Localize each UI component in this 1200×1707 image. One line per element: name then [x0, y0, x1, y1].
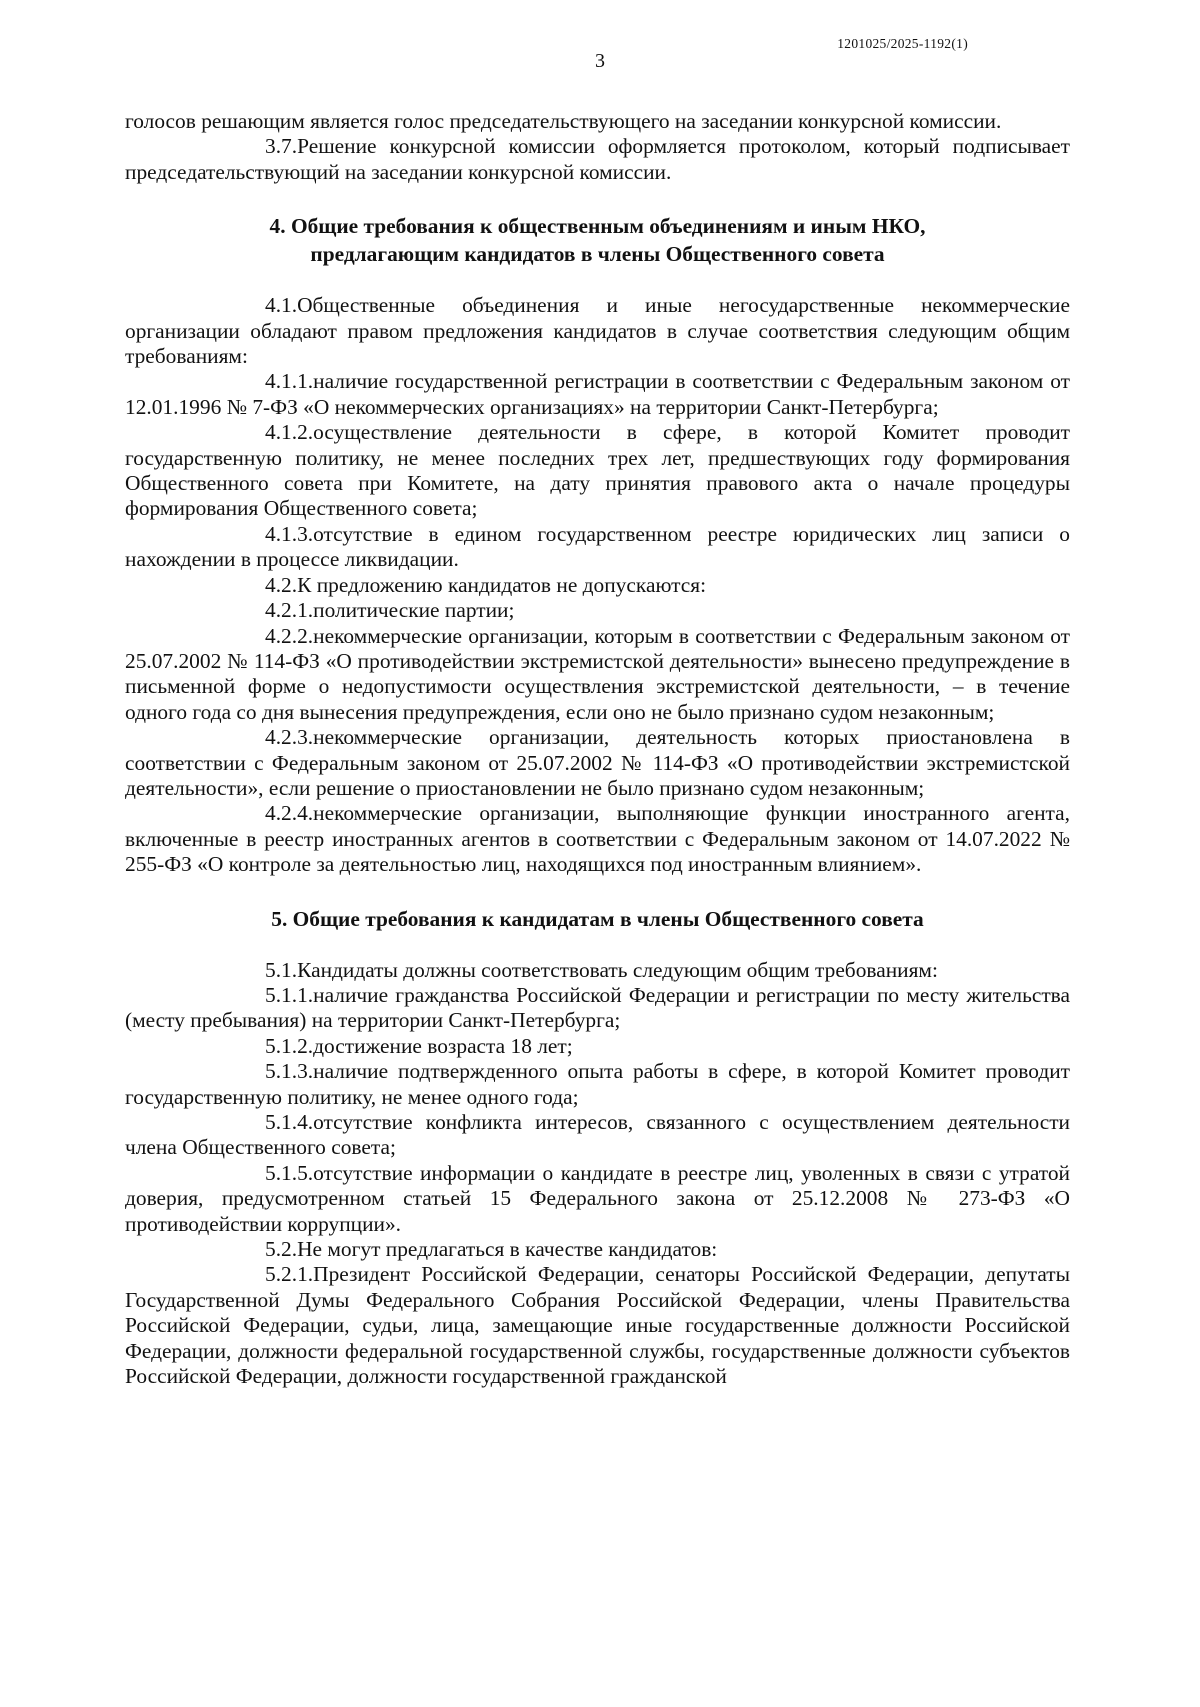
paragraph-5-1-1	[125, 983, 1070, 1034]
paragraph-3-7	[125, 134, 1070, 185]
paragraph-4-2-4	[125, 801, 1070, 877]
paragraph-5-1-5	[125, 1161, 1070, 1237]
paragraph-number: 4.2.3.	[265, 725, 314, 750]
paragraph-4-1	[125, 293, 1070, 369]
paragraph-text: Решение конкурсной комиссии оформляется протоколом, который подписывает председательствующий на заседании конкурсной комиссии.	[125, 134, 1070, 184]
paragraph-number: 4.1.2.	[265, 420, 314, 445]
paragraph-text: некоммерческие организации, выполняющие функции иностранного агента, включенные в реестр иностранных агентов в соответствии с Федеральным законом от 14.07.2022 № 255-ФЗ «О контроле за деятельностью лиц, находящихся под иностранным влиянием».	[125, 801, 1070, 877]
paragraph-3-6-continuation: голосов решающим является голос председательствующего на заседании конкурсной комиссии.	[125, 109, 1002, 133]
paragraph-number: 4.1.	[265, 293, 298, 318]
paragraph-5-1-4	[125, 1110, 1070, 1161]
section-4-title	[125, 212, 1070, 268]
paragraph-5-1-2	[125, 1034, 1070, 1059]
paragraph-number: 5.1.2.	[265, 1033, 314, 1058]
paragraph-4-2	[125, 573, 1070, 598]
paragraph-number: 4.2.4.	[265, 801, 314, 826]
paragraph-4-1-1	[125, 369, 1070, 420]
paragraph-4-1-2	[125, 420, 1070, 522]
paragraph-text: достижение возраста 18 лет;	[313, 1033, 573, 1058]
paragraph-number: 5.1.1.	[265, 982, 314, 1007]
paragraph-text: осуществление деятельности в сфере, в которой Комитет проводит государственную политику, не менее последних трех лет, предшествующих году формирования Общественного совета при Комитете, на дату принятия правового акта о начале процедуры формирования Общественного совета;	[125, 420, 1070, 521]
paragraph-4-1-3	[125, 522, 1070, 573]
paragraph-number: 5.1.	[265, 957, 298, 982]
paragraph-text: Кандидаты должны соответствовать следующим общим требованиям:	[297, 957, 938, 982]
paragraph-text: Общественные объединения и иные негосударственные некоммерческие организации обладают правом предложения кандидатов в случае соответствия следующим общим требованиям:	[125, 293, 1070, 369]
paragraph-number: 4.1.3.	[265, 521, 314, 546]
section-title-line: 4. Общие требования к общественным объединениям и иным НКО,	[269, 214, 926, 239]
paragraph-4-2-2	[125, 624, 1070, 726]
paragraph-text: отсутствие конфликта интересов, связанного с осуществлением деятельности члена Общественного совета;	[125, 1110, 1070, 1160]
paragraph-text: Президент Российской Федерации, сенаторы Российской Федерации, депутаты Государственной Думы Федерального Собрания Российской Федерации, члены Правительства Российской Федерации, судьи, лица, замещающие иные государственные должности Российской Федерации, должности федеральной государственной службы, государственные должности субъектов Российской Федерации, должности государственной гражданской	[125, 1262, 1070, 1389]
paragraph-text: отсутствие в едином государственном реестре юридических лиц записи о нахождении в процессе ликвидации.	[125, 521, 1070, 572]
paragraph-text: наличие подтвержденного опыта работы в сфере, в которой Комитет проводит государственную политику, не менее одного года;	[125, 1059, 1070, 1109]
paragraph-5-1-3	[125, 1059, 1070, 1110]
paragraph-text: некоммерческие организации, которым в соответствии с Федеральным законом от 25.07.2002 № 114-ФЗ «О противодействии экстремистской деятельности» вынесено предупреждение в письменной форме о недопустимости осуществления экстремистской деятельности, – в течение одного года со дня вынесения предупреждения, если оно не было признано судом незаконным;	[125, 623, 1070, 724]
paragraph-text: отсутствие информации о кандидате в реестре лиц, уволенных в связи с утратой доверия, предусмотренном статьей 15 Федерального закона от 25.12.2008 № 273-ФЗ «О противодействии коррупции».	[125, 1160, 1070, 1236]
section-title-line: предлагающим кандидатов в члены Общественного совета	[310, 242, 885, 267]
section-5-title: 5. Общие требования к кандидатам в члены Общественного совета	[271, 906, 924, 931]
paragraph-text: наличие гражданства Российской Федерации и регистрации по месту жительства (месту пребывания) на территории Санкт-Петербурга;	[125, 982, 1070, 1033]
paragraph-number: 3.7.	[265, 134, 298, 159]
document-body	[125, 109, 1070, 1389]
paragraph-number: 5.1.3.	[265, 1059, 314, 1084]
paragraph-number: 4.1.1.	[265, 369, 314, 394]
paragraph-number: 4.2.2.	[265, 623, 314, 648]
page-number: 3	[595, 50, 605, 72]
paragraph-number: 5.2.	[265, 1237, 298, 1262]
paragraph-5-2	[125, 1237, 1070, 1262]
paragraph-text: политические партии;	[313, 598, 515, 623]
paragraph-4-2-3	[125, 725, 1070, 801]
paragraph-text: К предложению кандидатов не допускаются:	[297, 572, 707, 597]
paragraph-4-2-1	[125, 598, 1070, 623]
paragraph-text: некоммерческие организации, деятельность которых приостановлена в соответствии с Федеральным законом от 25.07.2002 № 114-ФЗ «О противодействии экстремистской деятельности», если решение о приостановлении не было признано судом незаконным;	[125, 725, 1070, 800]
paragraph-number: 4.2.1.	[265, 598, 314, 623]
paragraph-number: 5.1.4.	[265, 1110, 314, 1134]
paragraph-5-2-1	[125, 1262, 1070, 1389]
paragraph-5-1	[125, 958, 1070, 983]
paragraph-number: 5.1.5.	[265, 1160, 314, 1185]
paragraph-number: 5.2.1.	[265, 1262, 314, 1287]
paragraph-text: наличие государственной регистрации в соответствии с Федеральным законом от 12.01.1996 № 7-ФЗ «О некоммерческих организациях» на территории Санкт-Петербурга;	[125, 369, 1070, 419]
paragraph-text: Не могут предлагаться в качестве кандидатов:	[297, 1237, 718, 1262]
document-reference-number: 1201025/2025-1192(1)	[837, 36, 968, 51]
paragraph-number: 4.2.	[265, 572, 298, 597]
